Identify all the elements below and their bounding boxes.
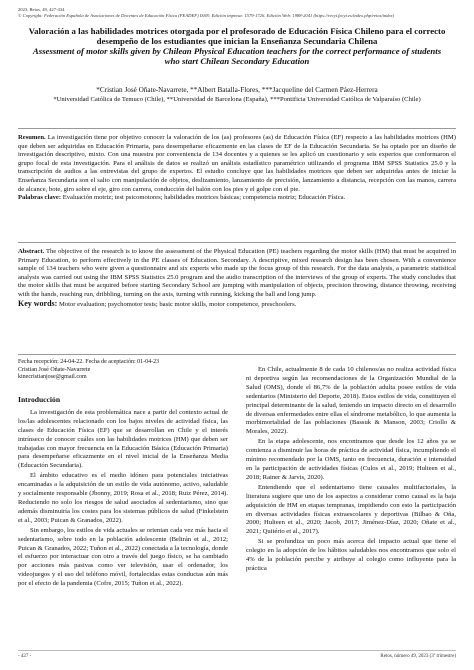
meta-divider — [18, 354, 456, 355]
paragraph: El ámbito educativo es el medio idóneo para potenciales iniciativas encaminadas a la adquisición de un estilo de vida autónomo, activo, saludable y socialmente responsable (Jbonny, 2019; Rosa et al., 2018; Ruiz Pérez, 2014). Reduciendo no solo los riesgos de salud asociados al sedentarismo, sino que además disminuiría los costes para los sistemas públicos de salud (Finkelstein et al., 2003; Puican & Granados, 2022). — [18, 472, 228, 524]
title-english: Assessment of motor skills given by Chilean Physical Education teachers for the correct performance of students who start Chilean Secondary Education — [32, 46, 442, 66]
journal-copyright: © Copyright: Federación Española de Asociaciones de Docentes de Educación Física (FEADEF) ISSN: Edición impresa: 1579-1726. Edición Web: 1988-2041 (https://recyt.fecyt.es/index.php/retos/index) — [18, 13, 395, 18]
author-email[interactable]: kinecristianjose@gmail.com — [18, 374, 87, 381]
abstract-en-text: The objective of the research is to know the assessment of the Physical Education (PE) teachers regarding the motor skills (HM) that must be acquired in Primary Education, to perform effectively in the PE classes of Education. Secondary. A descriptive, mixed research design has been chosen. With a convenience sample of 134 teachers who were given a questionnaire and six experts who made up the focus group of this research. For the data analysis, a parametric statistical analysis was carried out using the IBM SPSS Statistics 25.0 program and the audio transcription of the interviews of the group of experts. The study concludes that the motor skills that must be acquired before starting Secondary School are jumping with manipulation of objects, precision throwing, distance throwing, receiving with the hands, reaching run, dribbling, turning on the axis, turning with running, kicking the ball and long jump. — [18, 248, 456, 298]
abstract-es-text: La investigación tiene por objetivo conocer la valoración de los (as) profesores (as) de Educación Física (EF) respecto a las habilidades motrices (HM) que deben ser adquiridas en Educación Primaria, para desempeñarse eficazmente en las clases de EF de la Educación Secundaria. Se ha optado por un diseño de investigación descriptivo, mixto. Con una muestra por conveniencia de 134 docentes y a quienes se les aplicó un cuestionario y seis expertos que conformaron el grupo focal de esta investigación. Para el análisis de datos se realizó un análisis estadístico paramétrico utilizando el programa IBM SPSS Statistics 25.0 y la transcripción de audios a las entrevistas del grupo de expertos. El estudio concluye que las habilidades motrices que deben ser adquiridas antes de iniciar la Enseñanza Secundaria son el salto con manipulación de objetos, deslizamiento, lanzamiento de precisión, lanzamiento a distancia, recepción con las manos, carrera de alcance, bote, giro sobre el eje, giro con carrera, conducción del balón con los pies y el golpe con el pie. — [18, 134, 456, 193]
page-number: - 427 - — [18, 654, 32, 659]
corresponding-author: Cristian José Oñate-Navarrete — [18, 366, 91, 373]
author-affiliations: *Universidad Católica de Temuco (Chile), **Universidad de Barcelona (España), ***Pontificia Universidad Católica de Valparaíso (Chile) — [53, 96, 421, 103]
body-column-right — [246, 366, 456, 575]
title-spanish: Valoración a las habilidades motrices otorgada por el profesorado de Educación Física Chileno para el correcto desempeño de los estudiantes que inician la Enseñanza Secundaria Chilena — [28, 26, 446, 46]
keywords-es-label: Palabras clave: — [18, 194, 62, 202]
author-block — [26, 86, 448, 104]
paragraph: Entendiendo que el sedentarismo tiene causales multifactoriales, la literatura sugiere que uno de los aspectos a considerar como causal es la baja adquisición de HM en etapas tempranas, impidiendo con esto la participación en diversas actividades físicas extraescolares y deportivas (Bilbao & Oña, 2000; Hulteen et al., 2020; Jacob, 2017; Jiménez-Díaz, 2020; Oñate et al., 2021; Quitério et al., 2017). — [246, 483, 456, 536]
keywords-en-label: Key words: — [18, 298, 58, 308]
author-names: *Cristian José Oñate-Navarrete, **Albert Batalla-Flores, ***Jacqueline del Carmen Páez-Herrera — [96, 86, 378, 94]
article-title — [26, 26, 448, 66]
keywords-en: Motor evaluation; psychomotor tests; basic motor skills, motor competence, preschoolers. — [58, 300, 297, 308]
journal-header — [18, 7, 458, 19]
paragraph: Si se profundiza un poco más acerca del impacto actual que tiene el colegio en la adopción de los hábitos saludables nos encontramos que solo el 4% de la población percibe y atribuye al colegio como influyente para la práctica — [246, 538, 456, 572]
paragraph: En Chile, actualmente 8 de cada 10 chilenos/as no realiza actividad física ni deportiva según las recomendaciones de la Organización Mundial de la Salud (OMS), donde el 86,7% de la población adulta posee estilos de vida sedentarios (Ministerio del Deporte, 2018). Estos estilos de vida, constituyen el principal determinante de la salud, teniendo un impacto directo en el desarrollo de diversas enfermedades entre ellas el síndrome metabólico, lo que aumenta la morbimortalidad de las poblaciones (Bassuk & Manson, 2003; Criollo & Morales, 2022). — [246, 366, 456, 436]
body-column-left — [18, 394, 228, 590]
article-meta — [18, 359, 238, 382]
keywords-es: Evaluación motriz; test psicomotores; habilidades motrices básicas; competencia motriz; Educación Física. — [62, 194, 346, 202]
abstract-english — [18, 242, 456, 309]
reception-dates: Fecha recepción: 24-04-22. Fecha de aceptación: 01-04-23 — [18, 359, 160, 365]
paragraph: La investigación de esta problemática nace a partir del contexto actual de los/las adolescentes relacionado con los bajos niveles de actividad física, las clases de Educación Física (EF) que se desarrollan en Chile y el interés intrínseco de conocer cuáles son las habilidades motrices (HM) que deben ser trabajadas con mayor frecuencia en la Educación Básica (Educación Primaria) para desempeñarse eficazmente en el nivel inicial de la Enseñanza Media (Educación Secundaria). — [18, 408, 228, 470]
journal-issue: Retos, número 49, 2023 (3º trimestre) — [380, 654, 456, 659]
footer-divider — [18, 650, 456, 651]
section-heading-introduction: Introducción — [18, 395, 61, 404]
paragraph: Sin embargo, los estilos de vida actuales se orientan cada vez más hacia el sedentarismo, sobre todo en la población adolescente (Beltrán et al., 2012; Puican & Granados, 2022; Tuñon et al., 2022) conectada a la tecnología, donde el esfuerzo por interactuar con otro a través del juego físico, se ha cambiado por acciones más pasivas como ver televisión, usar el ordenador, los videojuegos y el uso del teléfono móvil, fortalecidas estas conductas aún más por el efecto de la pandemia (Cofre, 2015; Tuñon et al., 2022). — [18, 526, 228, 588]
paragraph: En la etapa adolescente, nos encontramos que desde los 12 años ya se comienza a disminuir las horas de práctica de actividad física, incumpliendo el mínimo recomendado por la OMS, tanto en frecuencia, duración e intensidad en la participación de actividades físicas (Culos et al., 2019; Hulteen et al., 2018; Rainer & Jarvis, 2020). — [246, 438, 456, 481]
abstract-en-label: Abstract. — [18, 248, 45, 255]
journal-citation: 2023, Retos, 49, 427-434 — [18, 7, 65, 12]
abstract-es-label: Resumen. — [18, 134, 46, 141]
abstract-spanish — [18, 128, 456, 203]
